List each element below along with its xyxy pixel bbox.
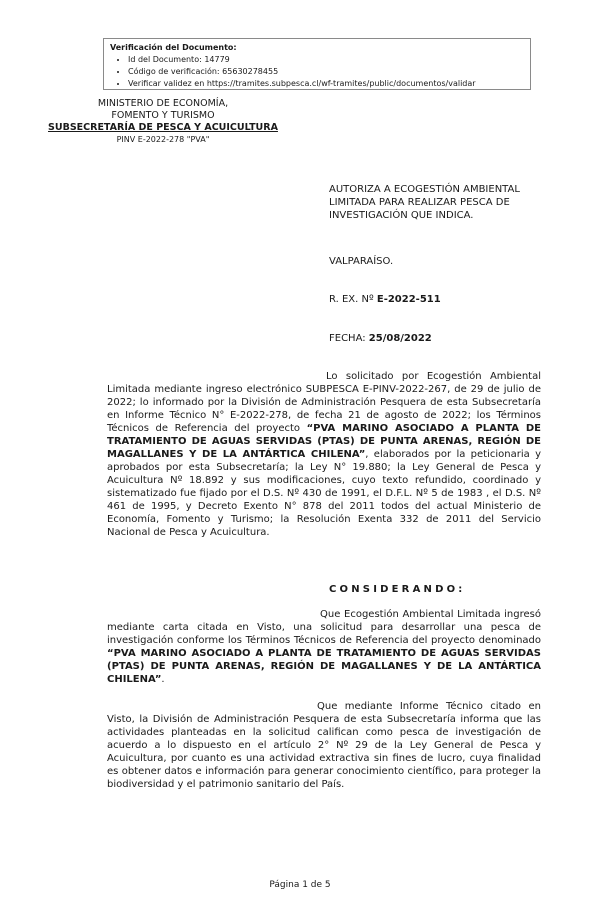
ministry-header <box>40 98 286 145</box>
fecha-line <box>329 332 432 345</box>
fecha-value: 25/08/2022 <box>368 333 432 344</box>
subject-line-1: AUTORIZA A ECOGESTIÓN AMBIENTAL <box>329 184 520 195</box>
considerando-2-text: Que mediante Informe Técnico citado en Visto, la División de Administración Pesquera de esta Subsecretaría informa que las actividades planteadas en la solicitud califican como pesca de investigación de acuerdo a lo dispuesto en el artículo 2° Nº 29 de la Ley General de Pesca y Acuicultura, por cuanto es una actividad extractiva sin fines de lucro, cuya finalidad es obtener datos e información para generar conocimiento científico, para proteger la biodiversidad y el patrimonio sanitario del País. <box>107 701 541 790</box>
pinv-reference: PINV E-2022-278 "PVA" <box>116 135 210 144</box>
subsecretaria-title: SUBSECRETARÍA DE PESCA Y ACUICULTURA <box>48 122 278 133</box>
subject-line-2: LIMITADA PARA REALIZAR PESCA DE <box>329 197 510 208</box>
rex-line <box>329 293 441 306</box>
considerando-heading: CONSIDERANDO: <box>329 584 466 595</box>
considerando-1-end: . <box>161 674 165 685</box>
visto-text-2: , elaborados por la peticionaria y aprobados por esta Subsecretaría; la Ley N° 19.880; la Ley General de Pesca y Acuicultura Nº 18.892 y sus modificaciones, cuyo texto refundido, coordinado y sistematizado fue fijado por el D.S. Nº 430 de 1991, el D.F.L. Nº 5 de 1983 , el D.S. Nº 461 de 1995, y Decreto Exento N° 878 del 2011 todos del actual Ministerio de Economía, Fomento y Turismo; la Resolución Exenta 332 de 2011 del Servicio Nacional de Pesca y Acuicultura. <box>107 449 541 538</box>
visto-paragraph <box>107 370 541 539</box>
verification-url[interactable]: • Verificar validez en https://tramites.subpesca.cl/wf-tramites/public/documentos/validar <box>128 78 524 90</box>
verification-box <box>103 38 531 90</box>
rex-number: E-2022-511 <box>376 294 441 305</box>
city: VALPARAÍSO. <box>329 256 394 267</box>
considerando-1-project: “PVA MARINO ASOCIADO A PLANTA DE TRATAMIENTO DE AGUAS SERVIDAS (PTAS) DE PUNTA ARENAS, REGIÓN DE MAGALLANES Y DE LA ANTÁRTICA CHILENA” <box>107 648 541 685</box>
page-number: Página 1 de 5 <box>269 880 331 890</box>
verification-list <box>110 54 524 90</box>
considerando-1 <box>107 608 541 686</box>
visto-text-1: Lo solicitado por Ecogestión Ambiental Limitada mediante ingreso electrónico SUBPESCA E-PINV-2022-267, de 29 de julio de 2022; lo informado por la División de Administración Pesquera de esta Subsecretaría en Informe Técnico N° E-2022-278, de fecha 21 de agosto de 2022; los Términos Técnicos de Referencia del proyecto <box>107 371 541 434</box>
subject-line-3: INVESTIGACIÓN QUE INDICA. <box>329 210 474 221</box>
verification-doc-id: • Id del Documento: 14779 <box>128 54 524 66</box>
ministry-line-2: FOMENTO Y TURISMO <box>111 110 215 121</box>
fecha-label: FECHA: <box>329 333 366 344</box>
visto-project-name: “PVA MARINO ASOCIADO A PLANTA DE TRATAMIENTO DE AGUAS SERVIDAS (PTAS) DE PUNTA ARENAS, REGIÓN DE MAGALLANES Y DE LA ANTÁRTICA CHILENA” <box>107 423 541 460</box>
verification-title: Verificación del Documento: <box>110 43 237 52</box>
resolution-subject <box>329 183 520 222</box>
considerando-2 <box>107 700 541 791</box>
ministry-line-1: MINISTERIO DE ECONOMÍA, <box>97 98 229 109</box>
rex-label: R. EX. Nº <box>329 294 374 305</box>
considerando-1-text: Que Ecogestión Ambiental Limitada ingresó mediante carta citada en Visto, una solicitud para desarrollar una pesca de investigación conforme los Términos Técnicos de Referencia del proyecto denominado <box>107 609 541 646</box>
verification-code: • Código de verificación: 65630278455 <box>128 66 524 78</box>
